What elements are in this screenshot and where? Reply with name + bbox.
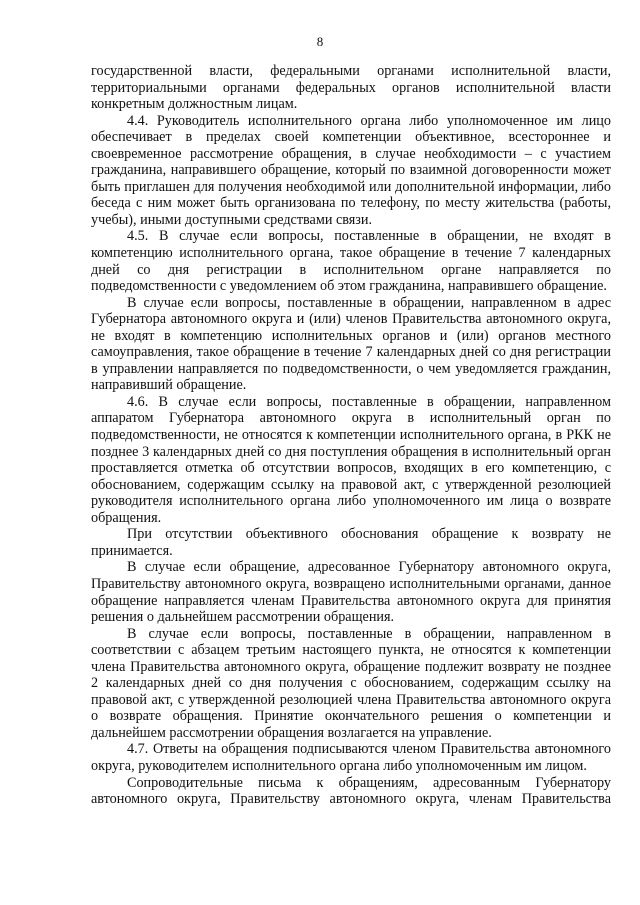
paragraph-4-4: 4.4. Руководитель исполнительного органа либо уполномоченное им лицо обеспечивает в пределах своей компетенции объективное, всестороннее и своевременное рассмотрение обращения, в случае необходимости – с участием гражданина, направившего обращение, который по взаимной договоренности может быть приглашен для получения необходимой или дополнительной информации, либо беседа с ним может быть организована по телефону, по месту жительства (работы, учебы), иными доступными средствами связи. <box>91 112 611 228</box>
paragraph-4-7: 4.7. Ответы на обращения подписываются членом Правительства автономного округа, руководителем исполнительного органа либо уполномоченным им лицом. <box>91 741 611 774</box>
document-body <box>91 63 611 808</box>
paragraph-continuation: государственной власти, федеральными органами исполнительной власти, территориальными органами федеральных органов исполнительной власти конкретным должностным лицам. <box>91 63 611 113</box>
page-number: 8 <box>316 34 324 49</box>
paragraph-4-6-returned: В случае если обращение, адресованное Губернатору автономного округа, Правительству автономного округа, возвращено исполнительными органами, данное обращение направляется членам Правительства автономного округа для принятия решения о дальнейшем рассмотрении обращения. <box>91 559 611 626</box>
paragraph-4-6-no-justification: При отсутствии объективного обоснования обращение к возврату не принимается. <box>91 526 611 559</box>
paragraph-4-5: 4.5. В случае если вопросы, поставленные в обращении, не входят в компетенцию исполнительного органа, такое обращение в течение 7 календарных дней со дня регистрации в исполнительном органе направляется по подведомственности с уведомлением об этом гражданина, направившего обращение. <box>91 228 611 295</box>
paragraph-4-6: 4.6. В случае если вопросы, поставленные в обращении, направленном аппаратом Губернатора автономного округа в исполнительный орган по подведомственности, не относятся к компетенции исполнительного органа, в РКК не позднее 3 календарных дней со дня поступления обращения в исполнительный орган проставляется отметка об отсутствии вопросов, входящих в его компетенцию, с обоснованием, содержащим ссылку на правовой акт, с утвержденной резолюцией руководителя исполнительного органа либо уполномоченного им лица о возврате обращения. <box>91 393 611 526</box>
paragraph-cover-letters: Сопроводительные письма к обращениям, адресованным Губернатору автономного округа, Правительству автономного округа, членам Правительства <box>91 774 611 808</box>
paragraph-4-6-member-return: В случае если вопросы, поставленные в обращении, направленном в соответствии с абзацем третьим настоящего пункта, не относятся к компетенции члена Правительства автономного округа, обращение подлежит возврату не позднее 2 календарных дней со дня получения с обоснованием, содержащим ссылку на правовой акт, с утвержденной резолюцией члена Правительства автономного округа о возврате обращения. Принятие окончательного решения о компетенции и дальнейшем рассмотрении обращения возлагается на управление. <box>91 625 611 741</box>
paragraph-4-5-governor: В случае если вопросы, поставленные в обращении, направленном в адрес Губернатора автономного округа и (или) членов Правительства автономного округа, не входят в компетенцию исполнительных органов и (или) органов местного самоуправления, такое обращение в течение 7 календарных дней со дня регистрации в управлении направляется по подведомственности, о чем уведомляется гражданин, направивший обращение. <box>91 294 611 394</box>
